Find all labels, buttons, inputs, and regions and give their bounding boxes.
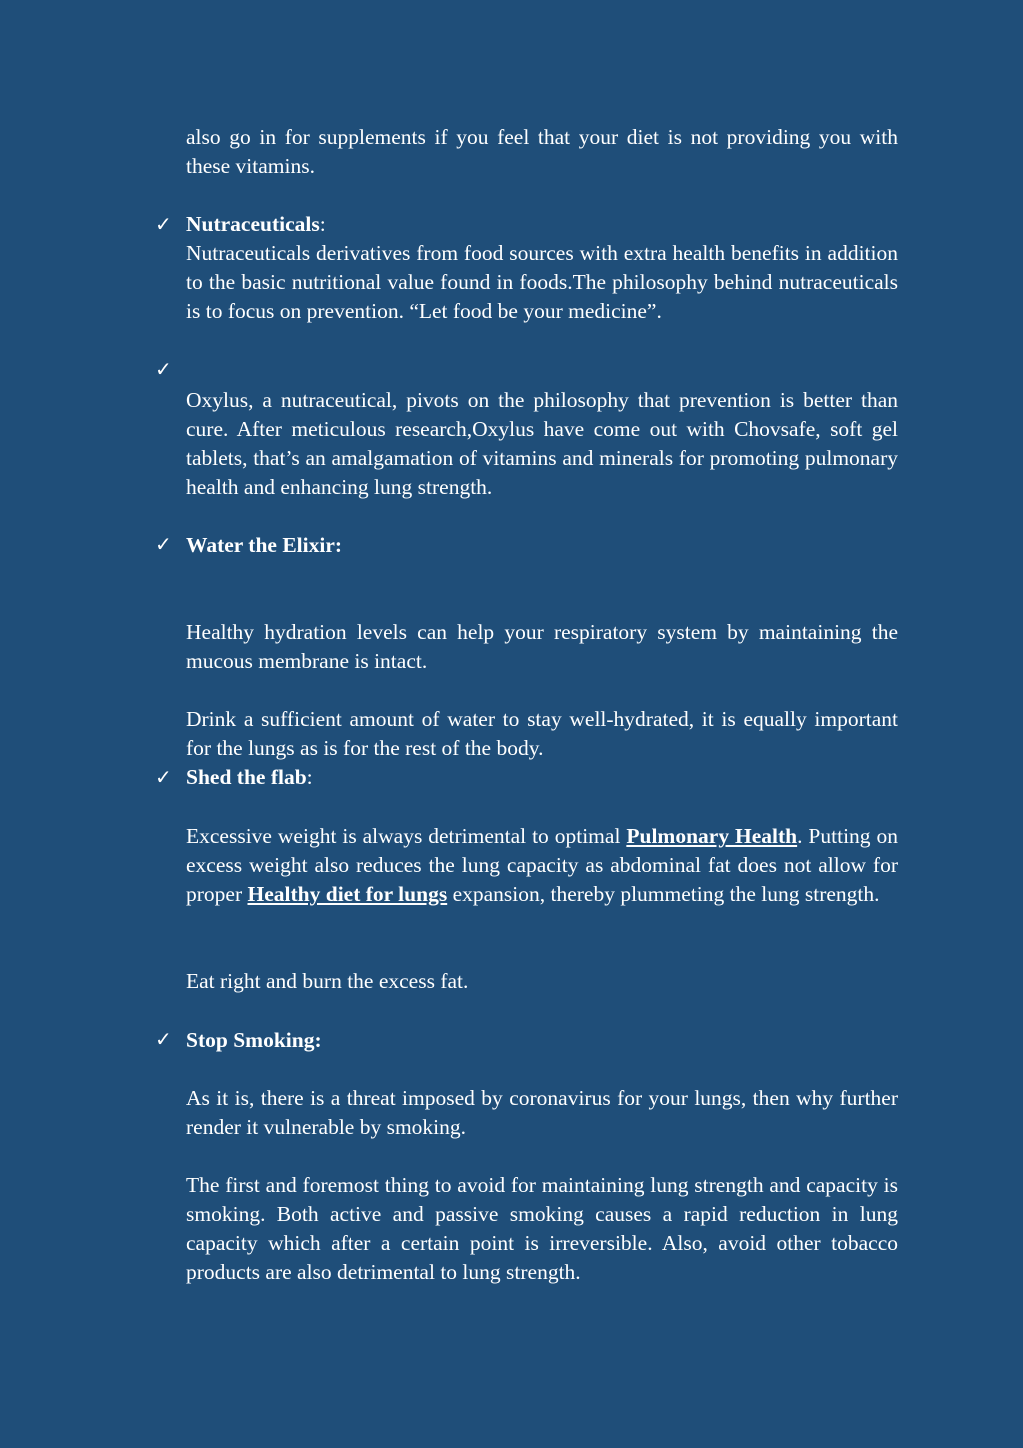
water-title: Water the Elixir: <box>186 533 343 557</box>
flab-title: Shed the flab <box>186 765 307 789</box>
pulmonary-health-link[interactable]: Pulmonary Health <box>626 824 798 848</box>
checkmark-icon: ✓ <box>155 357 172 381</box>
smoking-paragraph-2: The first and foremost thing to avoid for maintaining lung strength and capacity is smoking. Both active and passive smoking causes a rapid reduction in lung capacity which after a certain point is irreversible. Also, avoid other tobacco products are also detrimental to lung strength. <box>186 1173 898 1284</box>
checkmark-icon: ✓ <box>155 765 172 789</box>
water-heading <box>186 531 342 560</box>
smoking-title: Stop Smoking: <box>186 1028 322 1052</box>
flab-heading <box>186 763 313 792</box>
nutraceuticals-colon: : <box>319 212 326 236</box>
flab-colon: : <box>306 765 313 789</box>
smoking-paragraph-1: As it is, there is a threat imposed by coronavirus for your lungs, then why further render it vulnerable by smoking. <box>186 1086 898 1139</box>
nutraceuticals-paragraph: Nutraceuticals derivatives from food sources with extra health benefits in addition to the basic nutritional value found in foods.The philosophy behind nutraceuticals is to focus on prevention. “Let food be your medicine”. <box>186 241 898 323</box>
water-paragraph-2: Drink a sufficient amount of water to stay well-hydrated, it is equally important for the lungs as is for the rest of the body. <box>186 707 898 760</box>
checkmark-icon: ✓ <box>155 212 172 236</box>
flab-text-b: . Putting on excess weight also reduces the lung capacity as abdominal fat does not allow for proper <box>186 824 898 906</box>
oxylus-paragraph: Oxylus, a nutraceutical, pivots on the philosophy that prevention is better than cure. After meticulous research,Oxylus have come out with Chovsafe, soft gel tablets, that’s an amalgamation of vitamins and minerals for promoting pulmonary health and enhancing lung strength. <box>186 388 898 499</box>
healthy-diet-for-lungs-link[interactable]: Healthy diet for lungs <box>247 882 448 906</box>
flab-text-a: Excessive weight is always detrimental to optimal <box>186 824 627 848</box>
smoking-heading <box>186 1026 322 1055</box>
checkmark-icon: ✓ <box>155 1027 172 1051</box>
nutraceuticals-title: Nutraceuticals <box>186 212 320 236</box>
flab-paragraph-2: Eat right and burn the excess fat. <box>186 969 469 993</box>
intro-paragraph: also go in for supplements if you feel that your diet is not providing you with these vitamins. <box>186 125 898 178</box>
flab-paragraph-1 <box>186 822 898 909</box>
checkmark-icon: ✓ <box>155 532 172 556</box>
water-paragraph-1: Healthy hydration levels can help your respiratory system by maintaining the mucous membrane is intact. <box>186 620 898 673</box>
flab-text-c: expansion, thereby plummeting the lung strength. <box>447 882 880 906</box>
nutraceuticals-heading <box>186 210 326 239</box>
